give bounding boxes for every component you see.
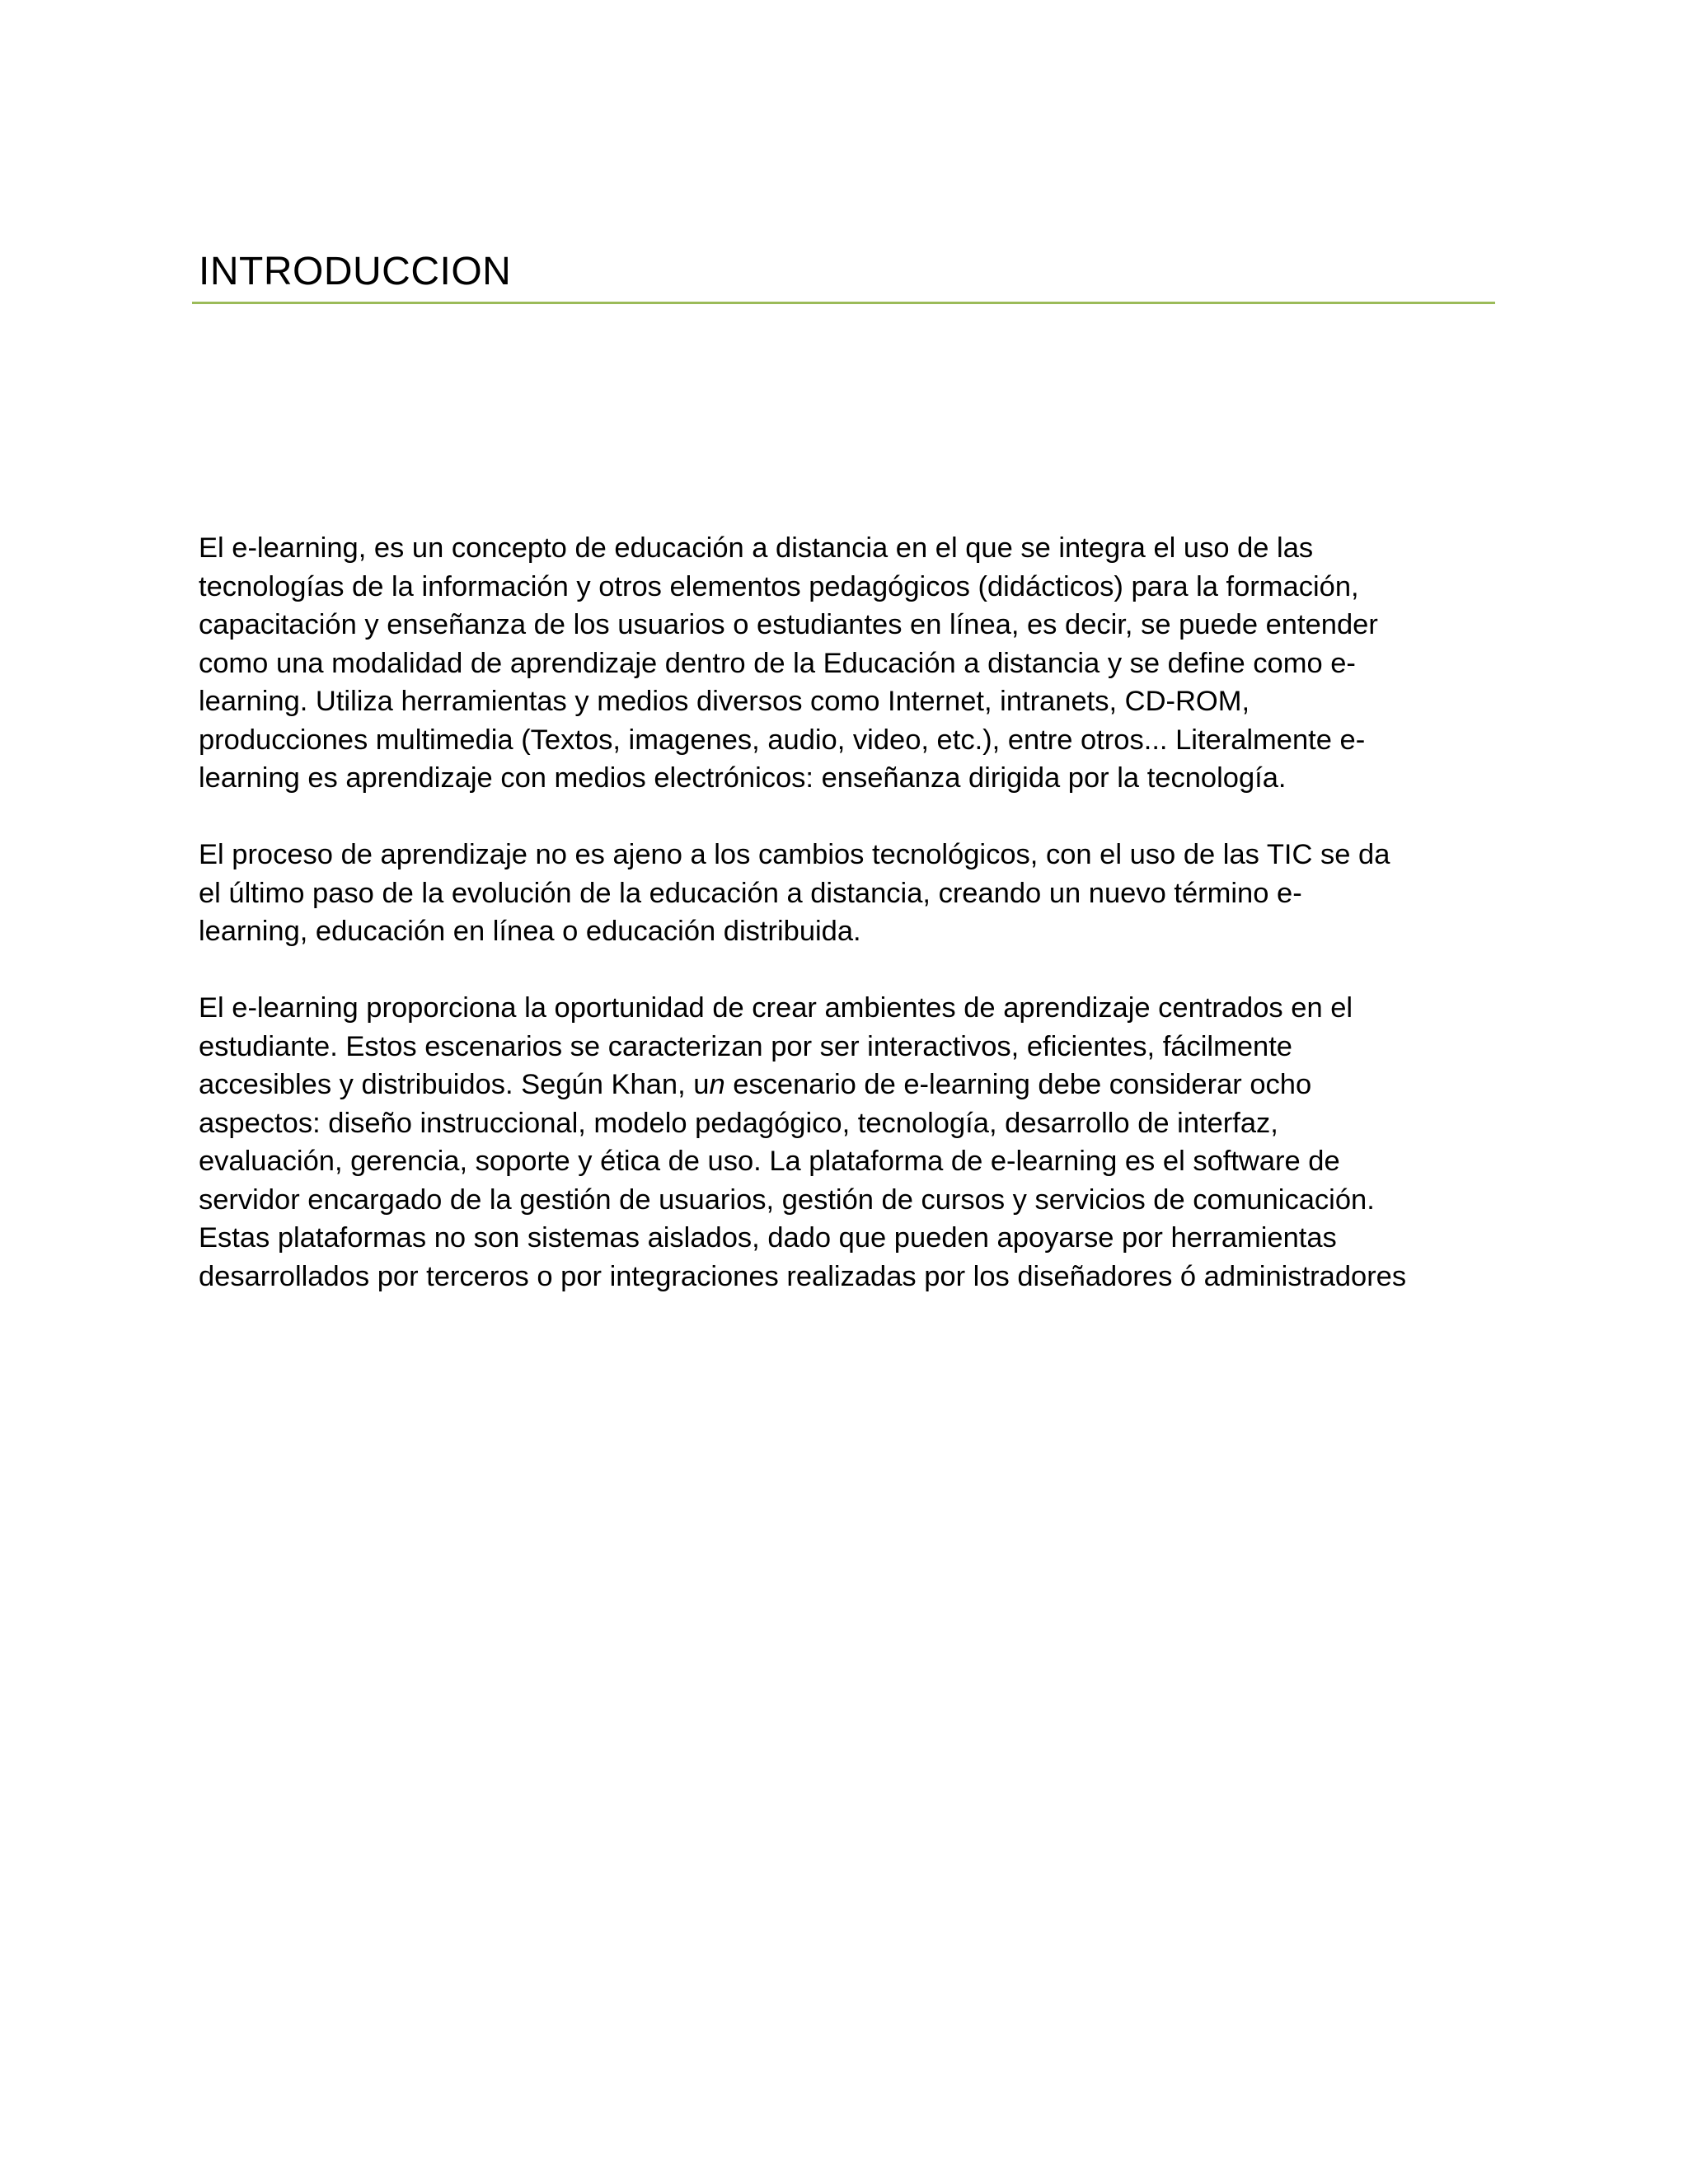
text-line: learning es aprendizaje con medios electrónicos: enseñanza dirigida por la tecnología. bbox=[199, 762, 1287, 794]
text-line: como una modalidad de aprendizaje dentro de la Educación a distancia y se define como e- bbox=[199, 647, 1356, 679]
text-line: aspectos: diseño instruccional, modelo pedagógico, tecnología, desarrollo de interfaz, bbox=[199, 1107, 1278, 1139]
title-underline bbox=[192, 302, 1495, 304]
text-line: El e-learning proporciona la oportunidad de crear ambientes de aprendizaje centrados en el bbox=[199, 992, 1353, 1024]
text-line: el último paso de la evolución de la educación a distancia, creando un nuevo término e- bbox=[199, 877, 1302, 909]
text-line bbox=[199, 1066, 1517, 1104]
page-title: INTRODUCCION bbox=[199, 250, 512, 293]
text-line: El proceso de aprendizaje no es ajeno a los cambios tecnológicos, con el uso de las TIC se da bbox=[199, 839, 1390, 870]
paragraph-2 bbox=[199, 836, 1517, 951]
text-line: estudiante. Estos escenarios se caracterizan por ser interactivos, eficientes, fácilmente bbox=[199, 1030, 1292, 1062]
text-line: tecnologías de la información y otros elementos pedagógicos (didácticos) para la formación, bbox=[199, 570, 1359, 602]
text-line: learning. Utiliza herramientas y medios diversos como Internet, intranets, CD-ROM, bbox=[199, 686, 1250, 717]
text-line: Estas plataformas no son sistemas aislados, dado que pueden apoyarse por herramientas bbox=[199, 1222, 1337, 1254]
paragraph-3 bbox=[199, 989, 1517, 1296]
text-line: capacitación y enseñanza de los usuarios o estudiantes en línea, es decir, se puede entender bbox=[199, 609, 1378, 640]
text-line: El e-learning, es un concepto de educación a distancia en el que se integra el uso de las bbox=[199, 532, 1314, 564]
body-text bbox=[199, 529, 1517, 1334]
text-segment: accesibles y distribuidos. Según Khan, u bbox=[199, 1069, 710, 1100]
text-line: servidor encargado de la gestión de usuarios, gestión de cursos y servicios de comunicación. bbox=[199, 1183, 1375, 1216]
text-line: producciones multimedia (Textos, imagenes, audio, video, etc.), entre otros... Literalmente e- bbox=[199, 724, 1366, 756]
text-line: desarrollados por terceros o por integraciones realizadas por los diseñadores ó administradores bbox=[199, 1260, 1407, 1292]
italic-text-segment: n bbox=[709, 1069, 725, 1100]
text-segment: escenario de e-learning debe considerar ocho bbox=[724, 1069, 1312, 1100]
text-line: learning, educación en línea o educación distribuida. bbox=[199, 916, 861, 947]
paragraph-1 bbox=[199, 529, 1517, 798]
text-line: evaluación, gerencia, soporte y ética de uso. La plataforma de e-learning es el software de bbox=[199, 1146, 1340, 1177]
